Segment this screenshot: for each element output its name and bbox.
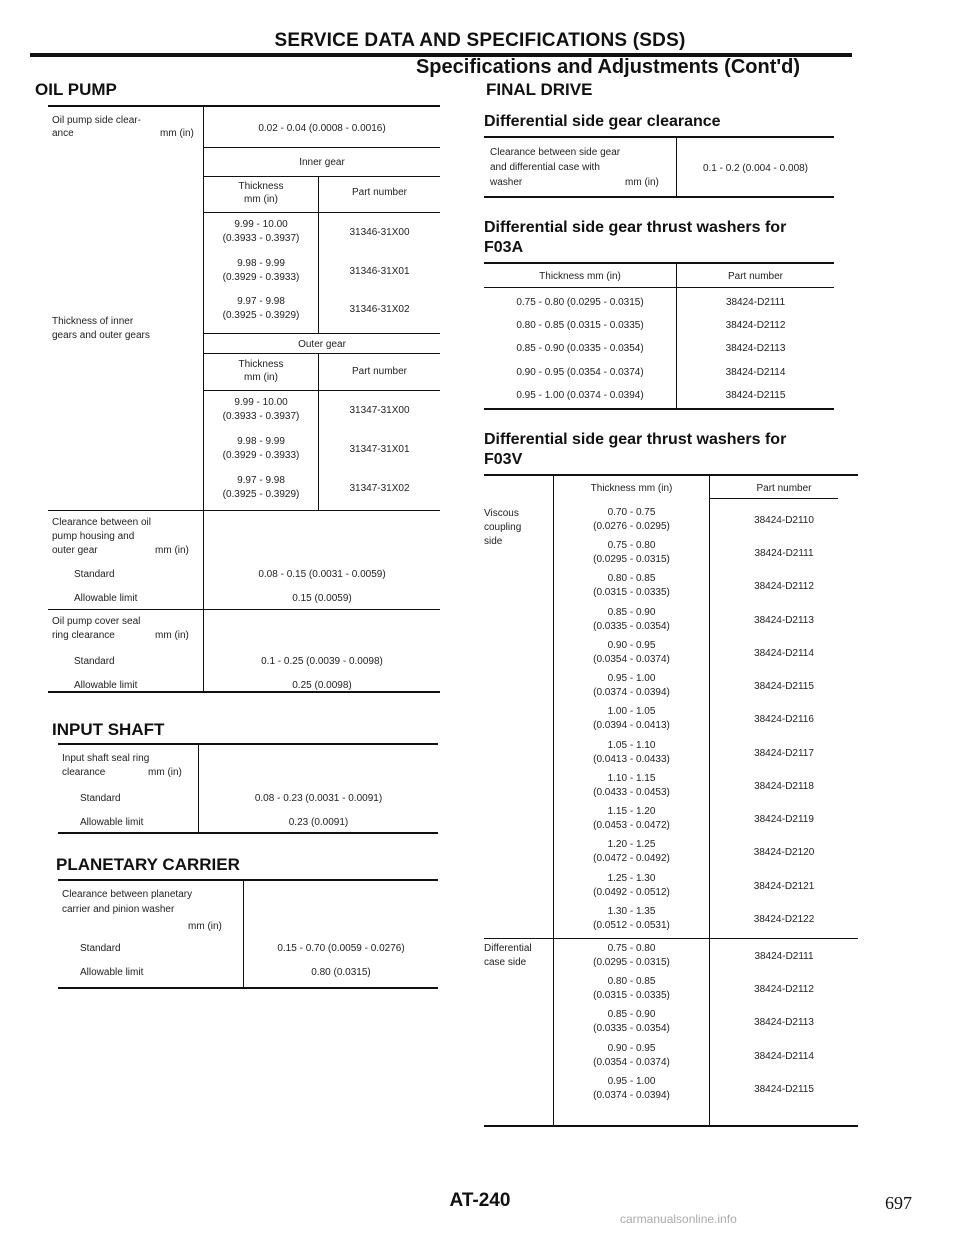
f03v-thickness: 0.85 - 0.90 <box>607 607 656 618</box>
f03v-part-number: 38424-D2112 <box>754 984 814 995</box>
inner-thickness: 9.97 - 9.98 <box>237 296 285 307</box>
f03a-part-number: 38424-D2113 <box>725 343 786 354</box>
housing-standard-value: 0.08 - 0.15 (0.0031 - 0.0059) <box>258 569 386 580</box>
f03v-part-number: 38424-D2116 <box>754 714 814 725</box>
f03v-thickness: 1.00 - 1.05 <box>607 706 656 717</box>
input-shaft-heading: INPUT SHAFT <box>52 720 165 739</box>
outer-gear-label: Outer gear <box>298 339 346 350</box>
f03a-thickness-header: Thickness mm (in) <box>539 271 621 282</box>
allowable-limit-label: Allowable limit <box>74 680 138 691</box>
housing-clearance-unit: mm (in) <box>155 545 189 556</box>
side-clearance-value: 0.02 - 0.04 (0.0008 - 0.0016) <box>258 123 386 134</box>
inner-part-number: 31346-31X00 <box>349 227 410 238</box>
f03v-part-number: 38424-D2113 <box>754 1017 814 1028</box>
outer-thickness: 9.99 - 10.00 <box>234 397 288 408</box>
f03v-part-number: 38424-D2122 <box>753 914 815 925</box>
side-clearance-label-2: ance <box>52 128 74 139</box>
row-divider <box>484 287 834 288</box>
outer-part-number: 31347-31X01 <box>349 444 410 455</box>
viscous-coupling-label: Viscous <box>484 508 519 519</box>
input-shaft-top-rule <box>58 743 438 745</box>
cover-standard-value: 0.1 - 0.25 (0.0039 - 0.0098) <box>261 656 383 667</box>
side-gear-clearance-value: 0.1 - 0.2 (0.004 - 0.008) <box>702 163 809 174</box>
f03v-part-number: 38424-D2112 <box>754 581 814 592</box>
f03a-part-number: 38424-D2115 <box>725 390 786 401</box>
outer-part-number: 31347-31X00 <box>349 405 410 416</box>
f03a-part-number-header: Part number <box>727 271 784 282</box>
planetary-carrier-heading: PLANETARY CARRIER <box>56 855 240 874</box>
allowable-limit-label: Allowable limit <box>80 967 144 978</box>
f03v-thickness-in: (0.0335 - 0.0354) <box>593 621 670 632</box>
f03v-thickness-in: (0.0512 - 0.0531) <box>593 920 670 931</box>
cover-allowable-value: 0.25 (0.0098) <box>292 680 352 691</box>
oil-pump-bottom-rule <box>48 691 440 693</box>
planetary-standard-value: 0.15 - 0.70 (0.0059 - 0.0276) <box>277 943 405 954</box>
f03v-thickness-in: (0.0374 - 0.0394) <box>593 1090 670 1101</box>
side-gear-clearance-label-3: washer <box>490 177 523 188</box>
f03v-thickness: 0.95 - 1.00 <box>607 1076 656 1087</box>
f03a-thickness: 0.75 - 0.80 (0.0295 - 0.0315) <box>516 297 644 308</box>
differential-case-label-2: case side <box>484 957 527 968</box>
outer-part-number: 31347-31X02 <box>349 483 410 494</box>
row-divider <box>204 333 440 334</box>
row-divider <box>204 147 440 148</box>
thickness-header: Thickness <box>238 359 284 370</box>
page-code: AT-240 <box>449 1190 511 1211</box>
f03v-thickness: 1.20 - 1.25 <box>607 839 656 850</box>
f03v-part-number: 38424-D2118 <box>754 781 814 792</box>
side-clearance-unit: mm (in) <box>160 128 194 139</box>
inner-thickness-in: (0.3925 - 0.3929) <box>222 310 300 321</box>
f03v-thickness: 0.80 - 0.85 <box>607 976 656 987</box>
gear-thickness-label-2: gears and outer gears <box>52 330 150 341</box>
f03a-thickness: 0.90 - 0.95 (0.0354 - 0.0374) <box>516 367 644 378</box>
f03v-part-number: 38424-D2119 <box>754 814 814 825</box>
input-shaft-standard-value: 0.08 - 0.23 (0.0031 - 0.0091) <box>254 793 383 804</box>
cover-clearance-label-2: ring clearance <box>52 630 115 641</box>
f03v-thickness-in: (0.0276 - 0.0295) <box>593 521 670 532</box>
f03a-thickness: 0.95 - 1.00 (0.0374 - 0.0394) <box>516 390 644 401</box>
thickness-header: Thickness <box>238 181 284 192</box>
standard-label: Standard <box>80 793 121 804</box>
inner-part-number: 31346-31X02 <box>349 304 410 315</box>
housing-clearance-label-2: pump housing and <box>52 531 135 542</box>
outer-thickness-in: (0.3925 - 0.3929) <box>222 489 300 500</box>
f03v-bottom-rule <box>484 1125 858 1127</box>
outer-thickness-in: (0.3933 - 0.3937) <box>222 411 300 422</box>
f03v-thickness: 0.80 - 0.85 <box>607 573 656 584</box>
inner-part-number: 31346-31X01 <box>349 266 410 277</box>
f03a-part-number: 38424-D2111 <box>725 297 786 308</box>
outer-thickness-in: (0.3929 - 0.3933) <box>222 450 300 461</box>
gear-thickness-label: Thickness of inner <box>52 316 134 327</box>
oil-pump-top-rule <box>48 105 440 107</box>
page-number: 697 <box>885 1193 912 1213</box>
page-subtitle: Specifications and Adjustments (Cont'd) <box>415 56 800 78</box>
side-gear-clearance-label-2: and differential case with <box>490 162 600 173</box>
planetary-bottom-rule <box>58 987 438 989</box>
f03v-heading-model: F03V <box>484 451 523 468</box>
thickness-header-unit: mm (in) <box>244 372 278 383</box>
final-drive-heading: FINAL DRIVE <box>486 80 593 99</box>
f03v-thickness: 1.25 - 1.30 <box>607 873 656 884</box>
f03v-part-number: 38424-D2120 <box>753 847 815 858</box>
f03a-part-number: 38424-D2112 <box>725 320 786 331</box>
side-clearance-label: Oil pump side clear- <box>52 115 141 126</box>
outer-thickness: 9.98 - 9.99 <box>237 436 285 447</box>
differential-case-label: Differential <box>484 943 532 954</box>
f03v-thickness-in: (0.0315 - 0.0335) <box>593 587 670 598</box>
input-shaft-bottom-rule <box>58 832 438 834</box>
inner-thickness-in: (0.3929 - 0.3933) <box>222 272 300 283</box>
row-divider <box>204 176 440 177</box>
f03v-part-number: 38424-D2115 <box>754 681 814 692</box>
allowable-limit-label: Allowable limit <box>74 593 138 604</box>
housing-clearance-label-3: outer gear <box>52 545 98 556</box>
f03a-part-number: 38424-D2114 <box>725 367 786 378</box>
f03v-thickness-in: (0.0394 - 0.0413) <box>593 720 670 731</box>
watermark: carmanualsonline.info <box>620 1212 737 1226</box>
side-gear-clearance-heading: Differential side gear clearance <box>484 113 721 130</box>
row-divider <box>484 938 858 939</box>
outer-thickness: 9.97 - 9.98 <box>237 475 285 486</box>
f03v-part-number: 38424-D2111 <box>754 951 814 962</box>
page-title: SERVICE DATA AND SPECIFICATIONS (SDS) <box>274 30 686 51</box>
f03v-thickness-in: (0.0433 - 0.0453) <box>593 787 670 798</box>
planetary-clearance-unit: mm (in) <box>188 921 222 932</box>
f03a-bottom-rule <box>484 408 834 410</box>
clearance-top-rule <box>484 136 834 138</box>
f03v-thickness-in: (0.0354 - 0.0374) <box>593 1057 670 1068</box>
f03v-thickness-header: Thickness mm (in) <box>590 483 673 494</box>
standard-label: Standard <box>80 943 121 954</box>
f03a-thickness: 0.85 - 0.90 (0.0335 - 0.0354) <box>516 343 644 354</box>
housing-clearance-label: Clearance between oil <box>52 517 151 528</box>
f03v-thickness: 0.95 - 1.00 <box>607 673 656 684</box>
row-divider <box>710 498 838 499</box>
standard-label: Standard <box>74 569 115 580</box>
f03v-part-number-header: Part number <box>756 483 812 494</box>
f03v-part-number: 38424-D2111 <box>754 548 814 559</box>
planetary-top-rule <box>58 879 438 881</box>
side-gear-clearance-label: Clearance between side gear <box>490 147 621 158</box>
f03v-thickness: 0.75 - 0.80 <box>607 540 656 551</box>
inner-gear-label: Inner gear <box>299 157 345 168</box>
f03v-thickness-in: (0.0492 - 0.0512) <box>593 887 670 898</box>
row-divider <box>204 390 440 391</box>
f03v-thickness-in: (0.0315 - 0.0335) <box>593 990 670 1001</box>
cover-clearance-unit: mm (in) <box>155 630 189 641</box>
f03v-part-number: 38424-D2115 <box>754 1084 814 1095</box>
row-divider <box>204 353 440 354</box>
f03v-part-number: 38424-D2110 <box>754 515 814 526</box>
allowable-limit-label: Allowable limit <box>80 817 144 828</box>
part-number-header: Part number <box>351 366 408 377</box>
f03v-thickness-in: (0.0453 - 0.0472) <box>593 820 670 831</box>
housing-allowable-value: 0.15 (0.0059) <box>292 593 352 604</box>
f03v-thickness: 1.05 - 1.10 <box>607 740 656 751</box>
input-shaft-label-2: clearance <box>62 767 106 778</box>
f03a-heading-model: F03A <box>484 239 524 256</box>
input-shaft-allowable-value: 0.23 (0.0091) <box>288 817 349 828</box>
input-shaft-label: Input shaft seal ring <box>62 753 150 764</box>
inner-thickness: 9.98 - 9.99 <box>237 258 285 269</box>
thickness-header-unit: mm (in) <box>244 194 278 205</box>
f03v-thickness: 0.90 - 0.95 <box>607 1043 656 1054</box>
input-shaft-unit: mm (in) <box>148 767 182 778</box>
f03v-thickness-in: (0.0354 - 0.0374) <box>593 654 670 665</box>
f03v-thickness-in: (0.0472 - 0.0492) <box>593 853 670 864</box>
planetary-clearance-label: Clearance between planetary <box>62 889 193 900</box>
viscous-coupling-label-3: side <box>484 536 503 547</box>
f03a-top-rule <box>484 262 834 264</box>
f03v-part-number: 38424-D2121 <box>753 881 815 892</box>
planetary-allowable-value: 0.80 (0.0315) <box>311 967 371 978</box>
clearance-bottom-rule <box>484 196 834 198</box>
f03v-thickness-in: (0.0295 - 0.0315) <box>593 957 670 968</box>
standard-label: Standard <box>74 656 115 667</box>
f03v-part-number: 38424-D2114 <box>754 648 814 659</box>
f03v-part-number: 38424-D2114 <box>754 1051 814 1062</box>
f03v-thickness: 0.70 - 0.75 <box>607 507 656 518</box>
f03a-thickness: 0.80 - 0.85 (0.0315 - 0.0335) <box>516 320 644 331</box>
f03v-thickness-in: (0.0335 - 0.0354) <box>593 1023 670 1034</box>
f03v-thickness-in: (0.0413 - 0.0433) <box>593 754 670 765</box>
side-gear-clearance-unit: mm (in) <box>625 177 659 188</box>
f03v-part-number: 38424-D2113 <box>754 615 814 626</box>
row-divider <box>48 609 440 610</box>
f03v-thickness-in: (0.0295 - 0.0315) <box>593 554 670 565</box>
f03v-thickness-in: (0.0374 - 0.0394) <box>593 687 670 698</box>
f03v-thickness: 1.15 - 1.20 <box>607 806 656 817</box>
inner-thickness-in: (0.3933 - 0.3937) <box>222 233 300 244</box>
planetary-clearance-label-2: carrier and pinion washer <box>62 904 175 915</box>
row-divider <box>48 510 440 511</box>
f03v-thickness: 0.85 - 0.90 <box>607 1009 656 1020</box>
row-divider <box>204 212 440 213</box>
f03v-part-number: 38424-D2117 <box>754 748 814 759</box>
f03v-thickness: 0.90 - 0.95 <box>607 640 656 651</box>
f03v-top-rule <box>484 474 858 476</box>
viscous-coupling-label-2: coupling <box>484 522 522 533</box>
inner-thickness: 9.99 - 10.00 <box>234 219 288 230</box>
f03v-thickness: 1.10 - 1.15 <box>607 773 656 784</box>
cover-clearance-label: Oil pump cover seal <box>52 616 141 627</box>
f03a-heading: Differential side gear thrust washers for <box>484 219 787 236</box>
oil-pump-heading: OIL PUMP <box>35 80 117 99</box>
f03v-thickness: 1.30 - 1.35 <box>607 906 656 917</box>
f03a-col-divider <box>676 263 677 408</box>
f03v-heading: Differential side gear thrust washers for <box>484 431 787 448</box>
part-number-header: Part number <box>351 187 408 198</box>
f03v-thickness: 0.75 - 0.80 <box>607 943 656 954</box>
